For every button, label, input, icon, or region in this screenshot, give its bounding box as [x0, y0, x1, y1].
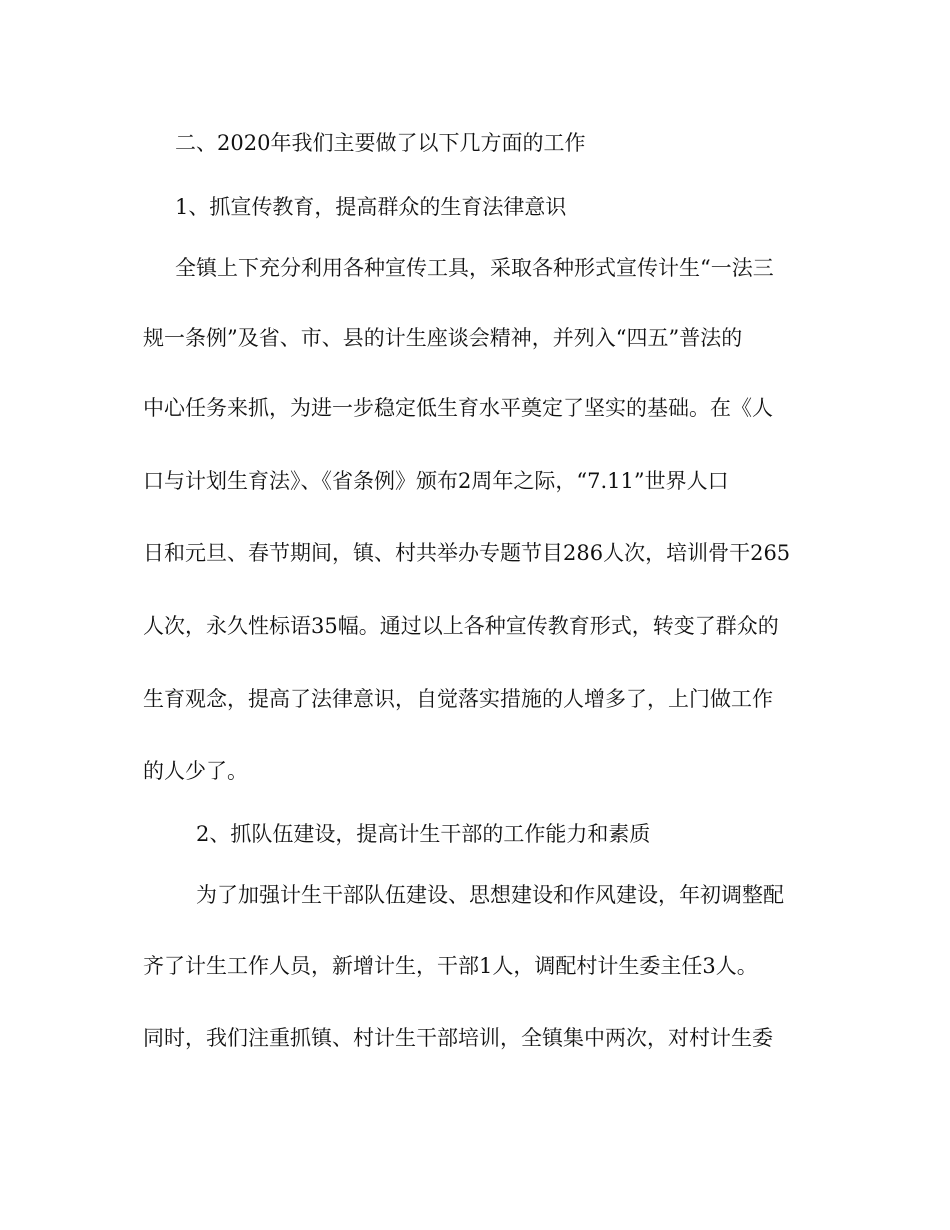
section-heading: 二、2020年我们主要做了以下几方面的工作: [175, 131, 586, 155]
paragraph-1-line-2: 规一条例”及省、市、县的计生座谈会精神，并列入“四五”普法的: [143, 326, 743, 350]
paragraph-1-line-5: 日和元旦、春节期间，镇、村共举办专题节目286人次，培训骨干265: [143, 541, 791, 565]
subsection-heading-1: 1、抓宣传教育，提高群众的生育法律意识: [175, 195, 567, 219]
subsection-heading-2: 2、抓队伍建设，提高计生干部的工作能力和素质: [196, 822, 651, 846]
paragraph-1-line-3: 中心任务来抓，为进一步稳定低生育水平奠定了坚实的基础。在《人: [143, 396, 773, 420]
paragraph-1-line-8: 的人少了。: [143, 759, 248, 783]
paragraph-1-line-1: 全镇上下充分利用各种宣传工具，采取各种形式宣传计生“一法三: [175, 256, 774, 280]
paragraph-1-line-7: 生育观念，提高了法律意识，自觉落实措施的人增多了，上门做工作: [143, 687, 773, 711]
paragraph-1-line-4: 口与计划生育法》、《省条例》颁布2周年之际，“7.11”世界人口: [143, 469, 729, 493]
paragraph-2-line-3: 同时，我们注重抓镇、村计生干部培训，全镇集中两次，对村计生委: [143, 1026, 773, 1050]
paragraph-2-line-1: 为了加强计生干部队伍建设、思想建设和作风建设，年初调整配: [196, 883, 784, 907]
paragraph-2-line-2: 齐了计生工作人员，新增计生，干部1人，调配村计生委主任3人。: [143, 954, 758, 978]
paragraph-1-line-6: 人次，永久性标语35幅。通过以上各种宣传教育形式，转变了群众的: [143, 614, 779, 638]
